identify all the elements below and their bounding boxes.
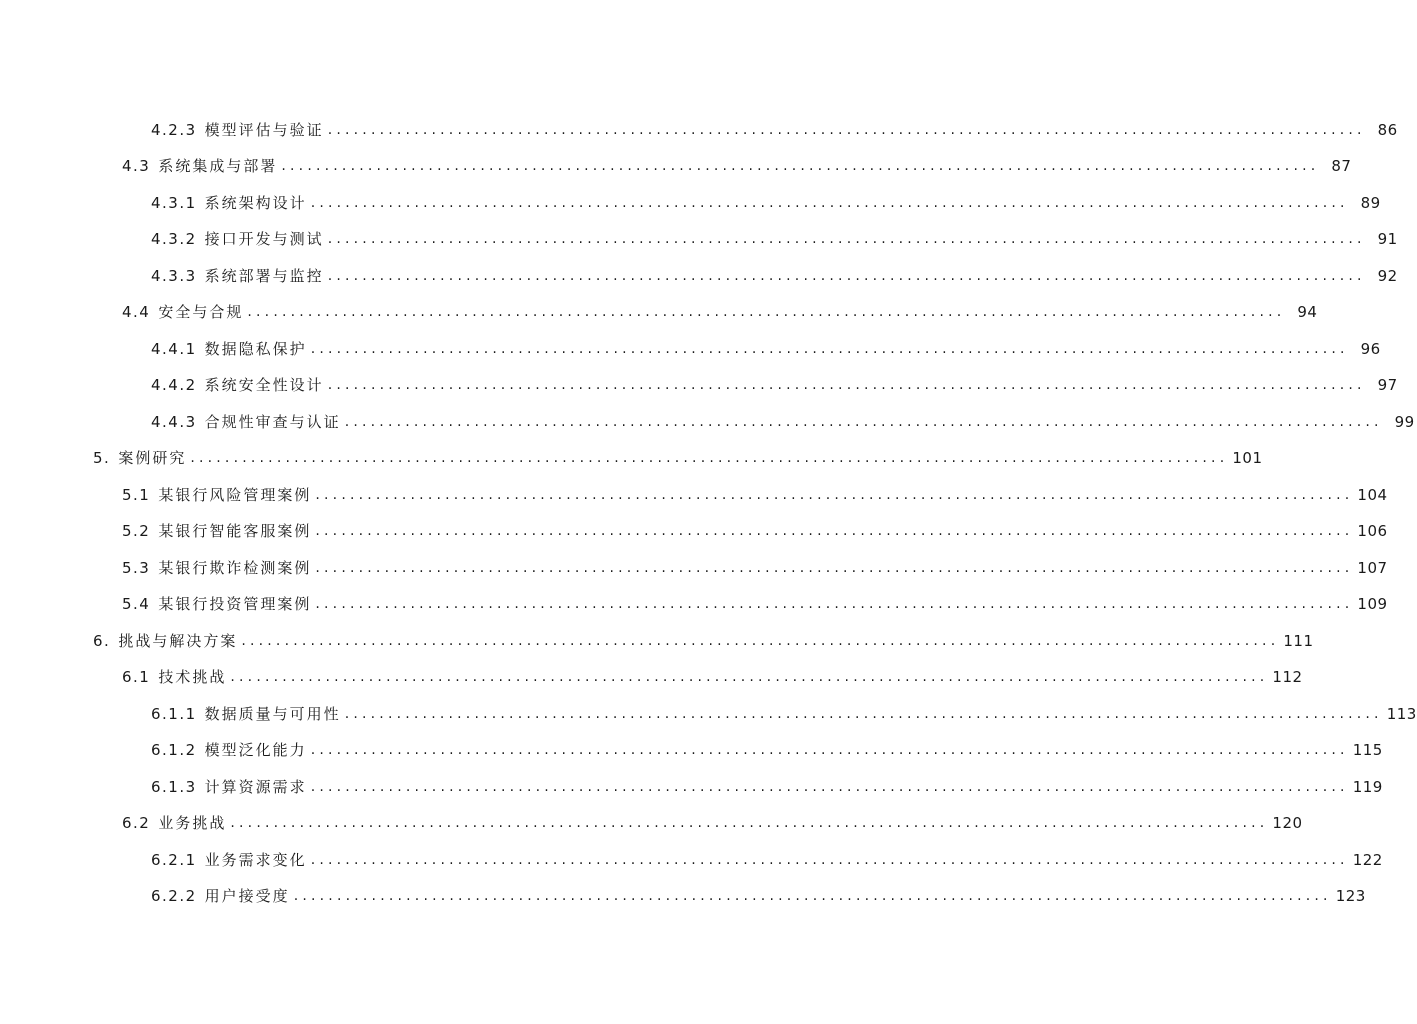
toc-entry-title: 系统部署与监控	[204, 266, 324, 285]
toc-entry[interactable]	[122, 590, 1388, 614]
toc-dot-leader: ........................................................................................................................	[230, 815, 1269, 832]
toc-entry-page-number: 119	[1352, 777, 1383, 796]
toc-dot-leader: ........................................................................................................................	[310, 340, 1349, 357]
toc-entry[interactable]	[122, 298, 1318, 322]
toc-entry-number: 6.1	[122, 668, 151, 687]
toc-entry[interactable]	[151, 189, 1381, 213]
toc-entry-number: 5.4	[122, 595, 151, 614]
toc-entry-number: 4.4.1	[151, 339, 197, 358]
toc-dot-leader: ........................................................................................................................	[315, 559, 1354, 576]
toc-entry[interactable]	[151, 116, 1398, 140]
toc-entry-number: 5.3	[122, 558, 151, 577]
toc-entry-title: 系统集成与部署	[158, 157, 278, 176]
toc-entry-title: 计算资源需求	[204, 777, 307, 796]
toc-entry-title: 案例研究	[118, 449, 187, 468]
toc-entry-page-number: 94	[1297, 303, 1318, 322]
toc-dot-leader: ........................................................................................................................	[327, 267, 1366, 284]
toc-entry[interactable]	[151, 882, 1366, 906]
toc-entry-title: 某银行智能客服案例	[158, 522, 312, 541]
toc-entry-title: 模型泛化能力	[204, 741, 307, 760]
toc-entry-page-number: 89	[1360, 193, 1381, 212]
toc-entry-page-number: 96	[1360, 339, 1381, 358]
toc-entry-number: 4.4.2	[151, 376, 197, 395]
toc-entry-number: 6.	[93, 631, 111, 650]
toc-entry[interactable]	[122, 481, 1388, 505]
toc-entry[interactable]	[151, 700, 1417, 724]
toc-entry[interactable]	[151, 408, 1415, 432]
toc-entry[interactable]	[122, 663, 1303, 687]
toc-entry-number: 6.1.2	[151, 741, 197, 760]
toc-dot-leader: ........................................................................................................................	[315, 523, 1354, 540]
toc-entry-page-number: 101	[1232, 449, 1263, 468]
toc-entry-title: 安全与合规	[158, 303, 244, 322]
toc-dot-leader: ........................................................................................................................	[247, 304, 1286, 321]
toc-dot-leader: ........................................................................................................................	[293, 888, 1332, 905]
toc-entry[interactable]	[93, 627, 1314, 651]
toc-entry-title: 模型评估与验证	[204, 121, 324, 139]
toc-entry-number: 4.3.3	[151, 266, 197, 285]
toc-entry[interactable]	[151, 736, 1383, 760]
toc-dot-leader: ........................................................................................................................	[327, 122, 1366, 138]
toc-entry[interactable]	[151, 371, 1398, 395]
toc-entry[interactable]	[151, 335, 1381, 359]
toc-dot-leader: ........................................................................................................................	[190, 450, 1229, 467]
toc-entry-title: 某银行风险管理案例	[158, 485, 312, 504]
toc-entry-page-number: 123	[1335, 887, 1366, 906]
toc-entry-page-number: 99	[1394, 412, 1415, 431]
toc-entry-title: 系统架构设计	[204, 193, 307, 212]
toc-entry-number: 5.	[93, 449, 111, 468]
toc-entry-title: 数据质量与可用性	[204, 704, 341, 723]
toc-entry-page-number: 97	[1377, 376, 1398, 395]
toc-entry-page-number: 106	[1357, 522, 1388, 541]
toc-dot-leader: ........................................................................................................................	[315, 596, 1354, 613]
toc-entry-title: 业务挑战	[158, 814, 227, 833]
toc-dot-leader: ........................................................................................................................	[315, 486, 1354, 503]
toc-entry-number: 4.3.2	[151, 230, 197, 249]
toc-dot-leader: ........................................................................................................................	[310, 194, 1349, 211]
toc-entry-number: 4.2.3	[151, 121, 197, 139]
toc-entry-number: 6.2.1	[151, 850, 197, 869]
toc-dot-leader: ........................................................................................................................	[344, 705, 1383, 722]
toc-entry-title: 技术挑战	[158, 668, 227, 687]
toc-entry-page-number: 86	[1377, 121, 1398, 139]
toc-entry-page-number: 115	[1352, 741, 1383, 760]
toc-dot-leader: ........................................................................................................................	[310, 742, 1349, 759]
toc-entry-number: 5.1	[122, 485, 151, 504]
toc-entry-title: 某银行投资管理案例	[158, 595, 312, 614]
toc-entry-page-number: 120	[1272, 814, 1303, 833]
toc-entry-number: 5.2	[122, 522, 151, 541]
toc-entry[interactable]	[122, 517, 1388, 541]
toc-entry-page-number: 109	[1357, 595, 1388, 614]
toc-entry[interactable]	[122, 809, 1303, 833]
toc-entry-title: 某银行欺诈检测案例	[158, 558, 312, 577]
toc-entry-page-number: 111	[1283, 631, 1314, 650]
toc-entry-number: 4.4	[122, 303, 151, 322]
toc-dot-leader: ........................................................................................................................	[310, 851, 1349, 868]
toc-entry-number: 4.3	[122, 157, 151, 176]
toc-entry[interactable]	[122, 554, 1388, 578]
toc-dot-leader: ........................................................................................................................	[344, 413, 1383, 430]
toc-entry-title: 挑战与解决方案	[118, 631, 238, 650]
toc-dot-leader: ........................................................................................................................	[327, 377, 1366, 394]
toc-entry-number: 6.2.2	[151, 887, 197, 906]
toc-entry-title: 系统安全性设计	[204, 376, 324, 395]
toc-entry-page-number: 112	[1272, 668, 1303, 687]
toc-dot-leader: ........................................................................................................................	[241, 632, 1280, 649]
toc-entry[interactable]	[151, 262, 1398, 286]
toc-entry-page-number: 104	[1357, 485, 1388, 504]
toc-entry-number: 4.3.1	[151, 193, 197, 212]
toc-entry-title: 用户接受度	[204, 887, 290, 906]
toc-entry-number: 6.2	[122, 814, 151, 833]
toc-entry[interactable]	[93, 444, 1263, 468]
toc-entry-number: 4.4.3	[151, 412, 197, 431]
toc-entry[interactable]	[151, 773, 1383, 797]
toc-entry-page-number: 107	[1357, 558, 1388, 577]
toc-dot-leader: ........................................................................................................................	[327, 231, 1366, 248]
toc-entry-page-number: 92	[1377, 266, 1398, 285]
toc-entry-page-number: 122	[1352, 850, 1383, 869]
toc-dot-leader: ........................................................................................................................	[310, 778, 1349, 795]
toc-entry[interactable]	[151, 846, 1383, 870]
toc-entry-title: 接口开发与测试	[204, 230, 324, 249]
toc-entry-number: 6.1.1	[151, 704, 197, 723]
toc-dot-leader: ........................................................................................................................	[281, 158, 1320, 175]
toc-entry-title: 数据隐私保护	[204, 339, 307, 358]
toc-entry-page-number: 87	[1331, 157, 1352, 176]
toc-entry-page-number: 113	[1386, 704, 1417, 723]
toc-entry[interactable]	[151, 225, 1398, 249]
toc-entry-title: 业务需求变化	[204, 850, 307, 869]
toc-dot-leader: ........................................................................................................................	[230, 669, 1269, 686]
toc-entry-number: 6.1.3	[151, 777, 197, 796]
toc-entry-page-number: 91	[1377, 230, 1398, 249]
toc-entry[interactable]	[122, 152, 1352, 176]
toc-entry-title: 合规性审查与认证	[204, 412, 341, 431]
